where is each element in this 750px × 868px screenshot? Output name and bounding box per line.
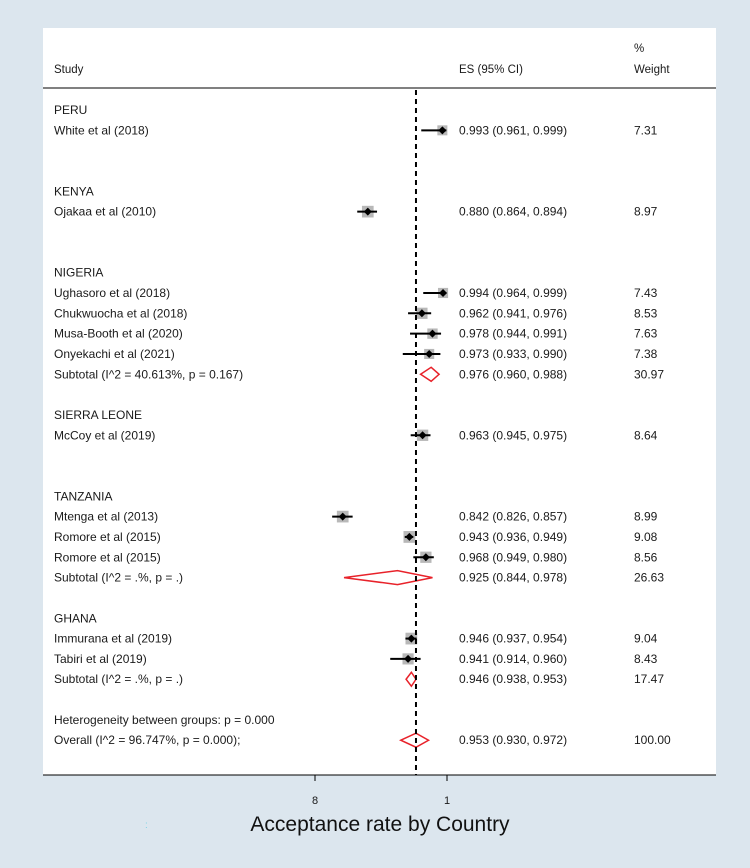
header-weight: Weight [634, 64, 670, 76]
weight-value: 7.31 [634, 123, 658, 138]
effect-size-ci: 0.976 (0.960, 0.988) [459, 367, 568, 382]
effect-size-ci: 0.963 (0.945, 0.975) [459, 428, 568, 443]
weight-value: 7.63 [634, 326, 658, 341]
study-label: McCoy et al (2019) [54, 428, 156, 443]
weight-value: 8.99 [634, 509, 658, 524]
header-es: ES (95% CI) [459, 64, 523, 76]
effect-size-ci: 0.943 (0.936, 0.949) [459, 529, 568, 544]
effect-size-ci: 0.968 (0.949, 0.980) [459, 550, 568, 565]
effect-size-ci: 0.994 (0.964, 0.999) [459, 285, 568, 300]
study-label: Overall (I^2 = 96.747%, p = 0.000); [54, 733, 241, 748]
overall-diamond [401, 733, 429, 747]
x-axis-title: Acceptance rate by Country [250, 813, 510, 836]
study-label: Ojakaa et al (2010) [54, 204, 157, 219]
study-label: Romore et al (2015) [54, 550, 161, 565]
study-label: Subtotal (I^2 = .%, p = .) [54, 672, 184, 687]
weight-value: 17.47 [634, 672, 665, 687]
heterogeneity-note: Heterogeneity between groups: p = 0.000 [54, 712, 275, 727]
weight-value: 9.08 [634, 529, 658, 544]
forest-rows [54, 103, 671, 747]
study-label: Romore et al (2015) [54, 529, 161, 544]
subtotal-diamond [344, 571, 432, 585]
weight-value: 9.04 [634, 631, 658, 646]
subtotal-diamond [406, 672, 416, 686]
group-label: KENYA [54, 184, 94, 199]
weight-value: 8.53 [634, 306, 658, 321]
stray-mark: : [145, 820, 148, 831]
effect-size-ci: 0.978 (0.944, 0.991) [459, 326, 568, 341]
study-label: White et al (2018) [54, 123, 149, 138]
study-label: Tabiri et al (2019) [54, 651, 147, 666]
effect-size-ci: 0.946 (0.938, 0.953) [459, 672, 568, 687]
weight-value: 8.97 [634, 204, 658, 219]
effect-size-ci: 0.925 (0.844, 0.978) [459, 570, 568, 585]
weight-value: 8.56 [634, 550, 658, 565]
weight-value: 8.64 [634, 428, 658, 443]
study-label: Mtenga et al (2013) [54, 509, 159, 524]
effect-size-ci: 0.842 (0.826, 0.857) [459, 509, 568, 524]
group-label: SIERRA LEONE [54, 407, 143, 422]
subtotal-diamond [421, 367, 439, 381]
effect-size-ci: 0.880 (0.864, 0.894) [459, 204, 568, 219]
effect-size-ci: 0.962 (0.941, 0.976) [459, 306, 568, 321]
study-label: Musa-Booth et al (2020) [54, 326, 183, 341]
study-label: Immurana et al (2019) [54, 631, 173, 646]
group-label: PERU [54, 103, 88, 117]
study-label: Subtotal (I^2 = .%, p = .) [54, 570, 184, 585]
header-study: Study [54, 64, 84, 76]
group-label: NIGERIA [54, 265, 104, 280]
group-label: TANZANIA [54, 489, 113, 504]
study-label: Ughasoro et al (2018) [54, 285, 171, 300]
effect-size-ci: 0.993 (0.961, 0.999) [459, 123, 568, 138]
effect-size-ci: 0.941 (0.914, 0.960) [459, 651, 568, 666]
weight-value: 26.63 [634, 570, 665, 585]
x-tick-label: 8 [311, 795, 319, 807]
group-label: GHANA [54, 611, 97, 626]
weight-value: 30.97 [634, 367, 665, 382]
study-label: Chukwuocha et al (2018) [54, 306, 188, 321]
effect-size-ci: 0.973 (0.933, 0.990) [459, 346, 568, 361]
study-label: Subtotal (I^2 = 40.613%, p = 0.167) [54, 367, 244, 382]
weight-value: 8.43 [634, 651, 658, 666]
effect-size-ci: 0.953 (0.930, 0.972) [459, 733, 568, 748]
weight-value: 100.00 [634, 733, 671, 748]
x-axis [312, 775, 450, 807]
weight-value: 7.43 [634, 285, 658, 300]
x-tick-label: 1 [443, 795, 451, 807]
effect-size-ci: 0.946 (0.937, 0.954) [459, 631, 568, 646]
header-weight-pct: % [634, 43, 645, 55]
weight-value: 7.38 [634, 346, 658, 361]
study-label: Onyekachi et al (2021) [54, 346, 175, 361]
